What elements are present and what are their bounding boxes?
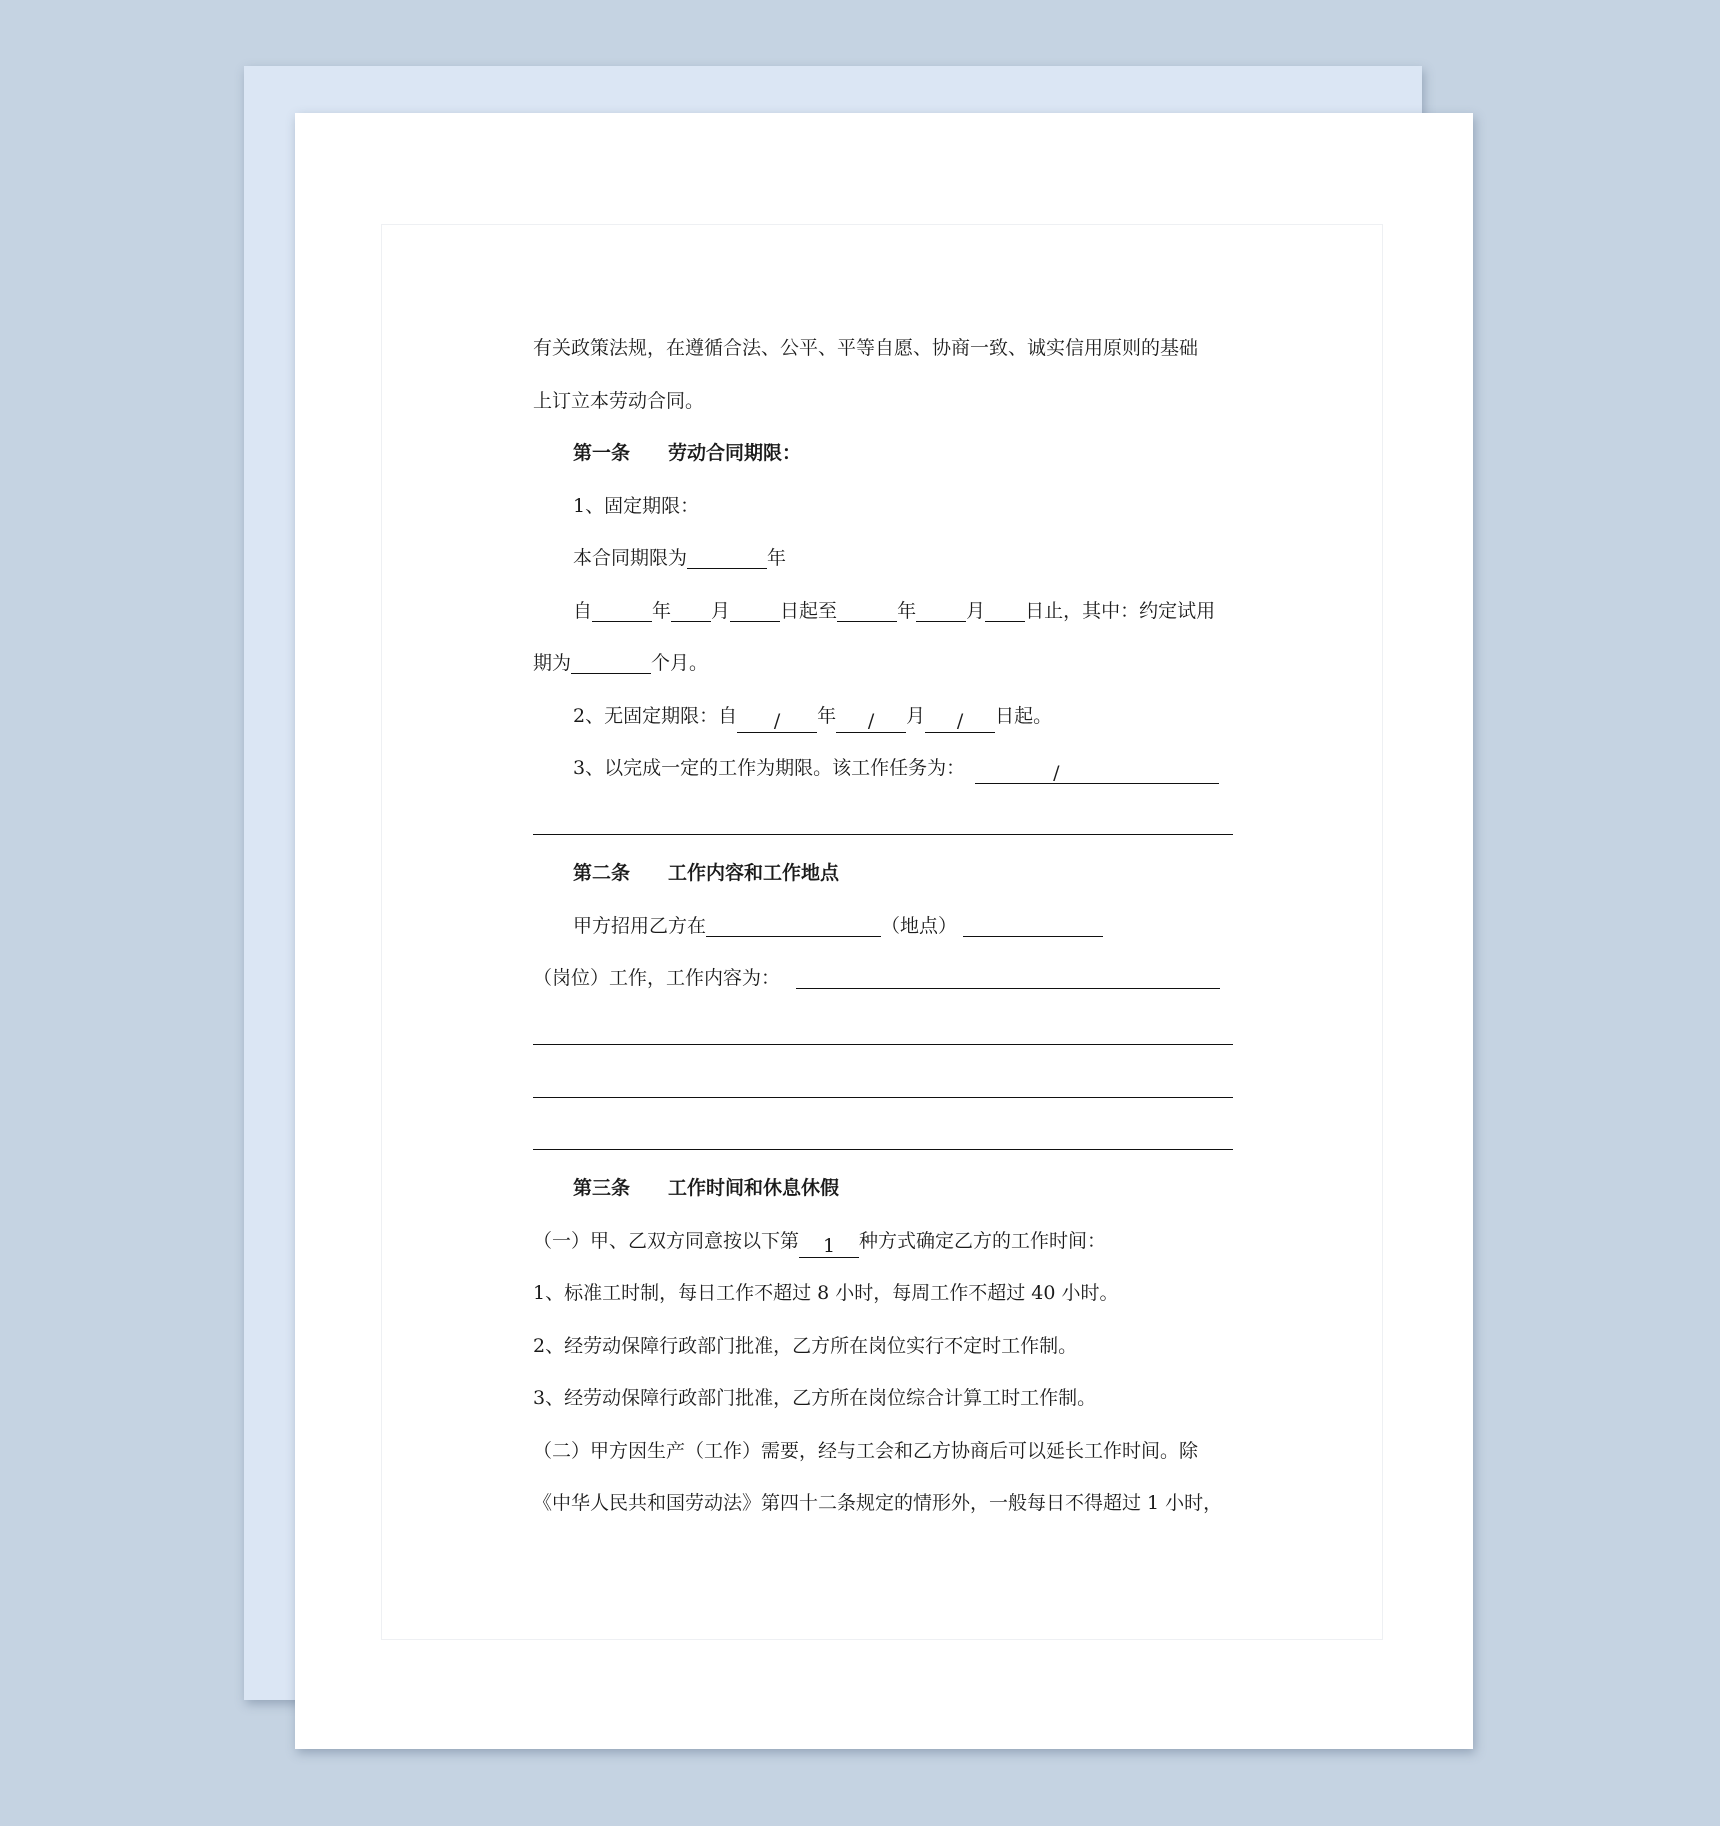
paragraph-line xyxy=(533,742,1233,795)
text: 月 xyxy=(906,704,926,727)
blank-field[interactable]: 1 xyxy=(799,1235,859,1258)
text: （岗位）工作，工作内容为： xyxy=(533,967,781,989)
text: （地点） xyxy=(881,914,958,937)
text: 月 xyxy=(711,599,731,622)
blank-field[interactable] xyxy=(985,599,1025,622)
text: 1、标准工时制，每日工作不超过 8 小时，每周工作不超过 40 小时。 xyxy=(533,1282,1119,1304)
text: 年 xyxy=(897,599,917,622)
text: 种方式确定乙方的工作时间： xyxy=(859,1229,1107,1252)
text: 有关政策法规，在遵循合法、公平、平等自愿、协商一致、诚实信用原则的基础 xyxy=(533,337,1199,359)
paragraph-line xyxy=(533,585,1233,638)
text: 3、以完成一定的工作为期限。该工作任务为： xyxy=(573,757,966,779)
text: 年 xyxy=(652,599,672,622)
blank-rule-line[interactable] xyxy=(533,1057,1233,1110)
blank-field[interactable] xyxy=(916,599,966,622)
text: 年 xyxy=(817,704,837,727)
blank-field[interactable] xyxy=(796,966,1220,989)
text: 日止，其中：约定试用 xyxy=(1025,599,1216,622)
text: 月 xyxy=(966,599,986,622)
blank-field[interactable] xyxy=(837,599,897,622)
text: 年 xyxy=(767,547,787,569)
paragraph-line xyxy=(533,1425,1233,1478)
paragraph-line xyxy=(533,637,1233,690)
blank-field[interactable]: / xyxy=(975,762,1219,784)
paragraph-line xyxy=(533,900,1233,953)
blank-field[interactable]: / xyxy=(836,710,906,733)
paragraph-line xyxy=(533,1215,1233,1268)
text: （二）甲方因生产（工作）需要，经与工会和乙方协商后可以延长工作时间。除 xyxy=(533,1439,1199,1462)
text: 3、经劳动保障行政部门批准，乙方所在岗位综合计算工时工作制。 xyxy=(533,1387,1097,1409)
text: 自 xyxy=(573,599,593,622)
blank-rule-line[interactable] xyxy=(533,1005,1233,1058)
paragraph-line xyxy=(533,480,1233,533)
paragraph-line xyxy=(533,532,1233,585)
text: 《中华人民共和国劳动法》第四十二条规定的情形外，一般每日不得超过 1 小时， xyxy=(533,1492,1223,1514)
article-title: 工作内容和工作地点 xyxy=(668,862,840,884)
paragraph-line xyxy=(533,1320,1233,1373)
paragraph-line xyxy=(533,1372,1233,1425)
text: 上订立本劳动合同。 xyxy=(533,389,705,412)
blank-field[interactable] xyxy=(571,651,651,674)
blank-field[interactable]: / xyxy=(737,710,817,733)
article-1-heading xyxy=(533,427,1233,480)
article-2-heading xyxy=(533,847,1233,900)
paragraph-line xyxy=(533,375,1233,428)
article-number: 第三条 xyxy=(573,1177,631,1199)
blank-field[interactable] xyxy=(730,599,780,622)
blank-field[interactable] xyxy=(671,599,711,622)
blank-field[interactable] xyxy=(706,914,881,937)
article-3-heading xyxy=(533,1162,1233,1215)
text: 2、无固定期限：自 xyxy=(573,704,738,727)
paragraph-line xyxy=(533,1477,1233,1530)
text: （一）甲、乙双方同意按以下第 xyxy=(533,1229,800,1252)
blank-rule-line[interactable] xyxy=(533,795,1233,848)
text: 甲方招用乙方在 xyxy=(573,914,707,937)
document-body xyxy=(533,322,1233,1530)
text: 个月。 xyxy=(651,652,709,674)
paragraph-line xyxy=(533,322,1233,375)
text: 期为 xyxy=(533,652,572,674)
text: 本合同期限为 xyxy=(573,547,688,569)
text: 2、经劳动保障行政部门批准，乙方所在岗位实行不定时工作制。 xyxy=(533,1334,1078,1357)
text: 日起至 xyxy=(780,599,838,622)
article-number: 第二条 xyxy=(573,862,631,884)
blank-field[interactable] xyxy=(963,914,1103,937)
blank-field[interactable]: / xyxy=(925,710,995,733)
text: 日起。 xyxy=(995,704,1053,727)
paragraph-line xyxy=(533,952,1233,1005)
blank-field[interactable] xyxy=(687,546,767,569)
article-number: 第一条 xyxy=(573,442,631,464)
text: 1、固定期限： xyxy=(573,494,700,517)
paragraph-line xyxy=(533,1267,1233,1320)
blank-rule-line[interactable] xyxy=(533,1110,1233,1163)
paragraph-line xyxy=(533,690,1233,743)
article-title: 工作时间和休息休假 xyxy=(668,1177,840,1199)
article-title: 劳动合同期限： xyxy=(668,442,802,464)
blank-field[interactable] xyxy=(592,599,652,622)
